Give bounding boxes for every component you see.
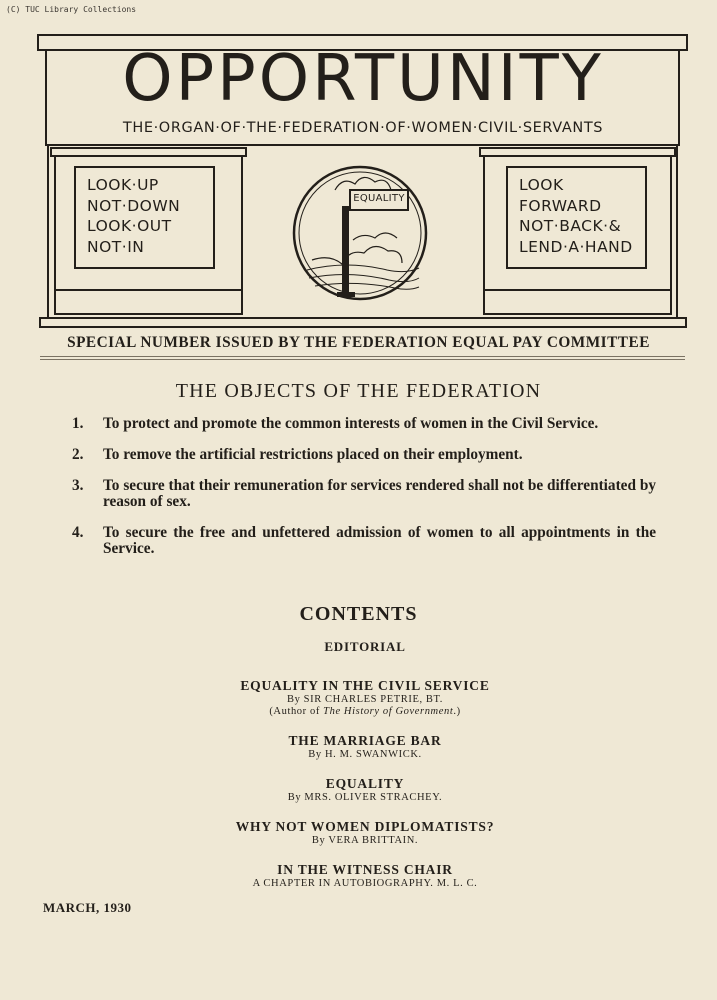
contents-note — [0, 706, 717, 718]
contents-byline: By H. M. SWANWICK. — [308, 749, 422, 760]
list-item — [72, 478, 656, 510]
contents-title: CONTENTS — [299, 603, 418, 625]
motto-left-line: NOT·IN — [87, 237, 145, 256]
contents-heading: EQUALITY — [325, 776, 405, 791]
motto-left-line: LOOK·OUT — [87, 217, 172, 235]
special-number-banner: SPECIAL NUMBER ISSUED BY THE FEDERATION EQUAL PAY COMMITTEE — [67, 334, 650, 351]
motto-right-line: LEND·A·HAND — [519, 237, 633, 256]
divider-rule — [40, 356, 685, 357]
item-number: 4. — [72, 524, 84, 541]
item-number: 1. — [72, 415, 84, 432]
masthead — [37, 30, 689, 330]
note-title: The History of Government — [323, 706, 454, 717]
contents-byline: A CHAPTER IN AUTOBIOGRAPHY. M. L. C. — [252, 878, 478, 889]
contents-list — [0, 638, 717, 904]
contents-item — [0, 861, 717, 890]
contents-heading: WHY NOT WOMEN DIPLOMATISTS? — [235, 819, 495, 834]
item-number: 2. — [72, 446, 84, 463]
contents-heading: EDITORIAL — [324, 639, 406, 654]
contents-byline: By SIR CHARLES PETRIE, BT. — [286, 694, 443, 705]
contents-heading: THE MARRIAGE BAR — [288, 733, 442, 748]
objects-list — [72, 416, 656, 572]
contents-byline: By VERA BRITTAIN. — [311, 835, 419, 846]
motto-right-line: NOT·BACK·& — [519, 217, 622, 235]
list-item — [72, 525, 656, 557]
contents-item — [0, 677, 717, 718]
item-text: To secure that their remuneration for services rendered shall not be differentiated by reason of sex. — [103, 477, 656, 510]
item-text: To remove the artificial restrictions placed on their employment. — [103, 446, 523, 463]
masthead-subtitle: THE·ORGAN·OF·THE·FEDERATION·OF·WOMEN·CIVIL·SERVANTS — [122, 120, 604, 136]
item-number: 3. — [72, 477, 84, 494]
contents-item — [0, 818, 717, 847]
motto-right-line: FORWARD — [519, 196, 602, 215]
contents-byline: By MRS. OLIVER STRACHEY. — [287, 792, 443, 803]
divider-rule — [40, 359, 685, 360]
list-item — [72, 447, 656, 463]
contents-editorial — [0, 638, 717, 655]
equality-signpost-emblem — [294, 167, 426, 299]
contents-heading: IN THE WITNESS CHAIR — [277, 862, 453, 877]
contents-item — [0, 775, 717, 804]
item-text: To protect and promote the common interests of women in the Civil Service. — [103, 415, 599, 432]
list-item — [72, 416, 656, 432]
objects-title: THE OBJECTS OF THE FEDERATION — [175, 380, 542, 402]
issue-date: MARCH, 1930 — [43, 900, 132, 915]
item-text: To secure the free and unfettered admission of women to all appointments in the Service. — [103, 524, 656, 557]
motto-right — [519, 175, 633, 257]
signpost-label: EQUALITY — [353, 193, 405, 204]
motto-left — [87, 175, 180, 257]
contents-item — [0, 732, 717, 761]
motto-right-line: LOOK — [519, 176, 564, 194]
note-prefix: (Author of — [269, 706, 324, 717]
motto-left-line: NOT·DOWN — [87, 196, 181, 215]
motto-left-line: LOOK·UP — [87, 176, 159, 194]
note-suffix: .) — [453, 706, 461, 717]
masthead-title: OPPORTUNITY — [122, 42, 604, 116]
copyright-notice: (C) TUC Library Collections — [6, 5, 137, 14]
contents-heading: EQUALITY IN THE CIVIL SERVICE — [240, 678, 490, 693]
